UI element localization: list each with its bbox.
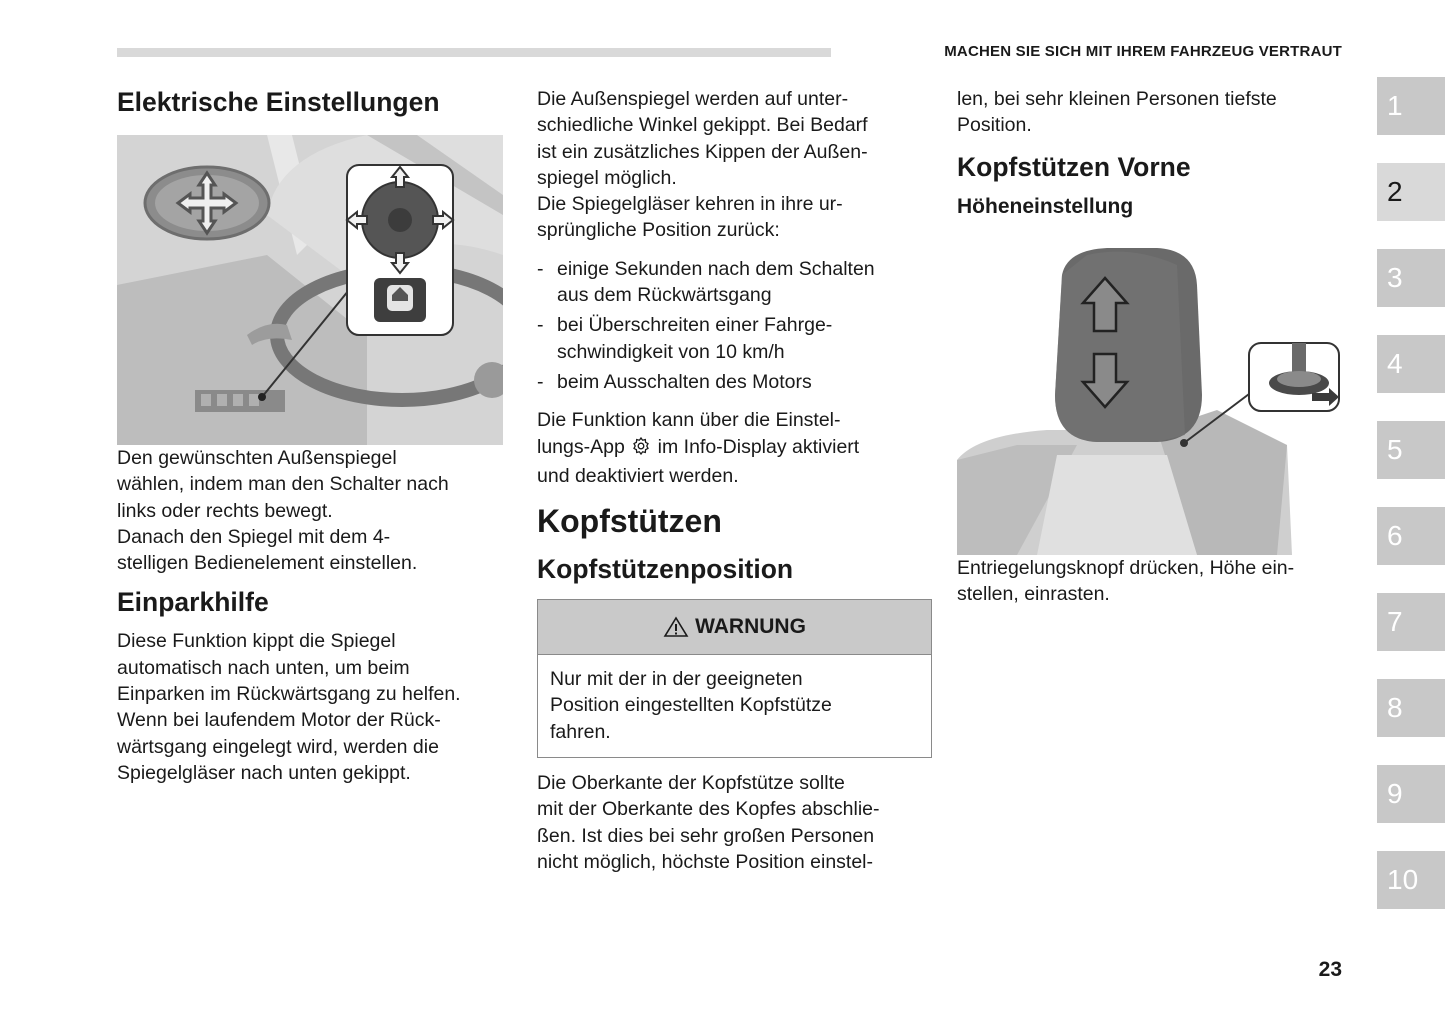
caption-line: links oder rechts bewegt.	[117, 499, 333, 522]
paragraph-line: lungs-App im Info-Display aktiviert	[537, 434, 932, 463]
paragraph-line: Die Spiegelgläser kehren in ihre ur-	[537, 193, 843, 216]
chapter-tab-4[interactable]: 4	[1377, 335, 1445, 393]
list-item: - bei Überschreiten einer Fahrge- schwindigkeit von 10 km/h	[537, 312, 932, 365]
paragraph-line: nicht möglich, höchste Position einstel-	[537, 850, 874, 873]
column-3	[957, 86, 1352, 221]
paragraph-line: sprüngliche Position zurück:	[537, 219, 780, 242]
paragraph-line: spiegel möglich.	[537, 166, 677, 189]
warning-line: fahren.	[550, 720, 611, 743]
warning-header	[538, 600, 931, 655]
list-item: - einige Sekunden nach dem Schalten aus dem Rückwärtsgang	[537, 256, 932, 309]
section-heading-kopfstuetzen-vorne: Kopfstützen Vorne	[957, 151, 1191, 182]
chapter-title: MACHEN SIE SICH MIT IHREM FAHRZEUG VERTRAUT	[944, 43, 1342, 60]
paragraph-line: Die Oberkante der Kopfstütze sollte	[537, 772, 845, 795]
chapter-tab-6[interactable]: 6	[1377, 507, 1445, 565]
column-2	[537, 86, 932, 875]
list-item: - beim Ausschalten des Motors	[537, 369, 932, 395]
paragraph-line: automatisch nach unten, um beim	[117, 656, 410, 679]
chapter-tab-2-active[interactable]: 2	[1377, 163, 1445, 221]
caption-line: stelligen Bedienelement einstellen.	[117, 552, 418, 575]
warning-line: Position eingestellten Kopfstütze	[550, 694, 832, 717]
paragraph-line: Wenn bei laufendem Motor der Rück-	[117, 709, 441, 732]
paragraph-line: ßen. Ist dies bei sehr großen Personen	[537, 824, 875, 847]
headrest-illustration	[957, 245, 1342, 555]
caption-line: Danach den Spiegel mit dem 4-	[117, 525, 391, 548]
warning-body	[538, 655, 931, 757]
warning-line: Nur mit der in der geeigneten	[550, 668, 803, 691]
chapter-tab-8[interactable]: 8	[1377, 679, 1445, 737]
paragraph-line: wärtsgang eingelegt wird, werden die	[117, 735, 439, 758]
paragraph-line: Position.	[957, 114, 1032, 137]
warning-box	[537, 599, 932, 758]
settings-gear-icon	[631, 436, 651, 463]
column-1-lower	[117, 445, 509, 786]
caption-line: wählen, indem man den Schalter nach	[117, 473, 449, 496]
paragraph-line: schiedliche Winkel gekippt. Bei Bedarf	[537, 114, 868, 137]
section-heading-kopfstuetzenposition: Kopfstützenposition	[537, 554, 794, 585]
section-heading-einparkhilfe: Einparkhilfe	[117, 587, 269, 618]
chapter-tab-10[interactable]: 10	[1377, 851, 1445, 909]
warning-triangle-icon	[663, 616, 689, 638]
column-1	[117, 86, 509, 118]
warning-title: WARNUNG	[695, 615, 806, 638]
paragraph-line: Die Außenspiegel werden auf unter-	[537, 88, 849, 110]
paragraph-line: Spiegelgläser nach unten gekippt.	[117, 761, 411, 784]
caption-line: stellen, einrasten.	[957, 583, 1110, 606]
chapter-tab-7[interactable]: 7	[1377, 593, 1445, 651]
chapter-tab-1[interactable]: 1	[1377, 77, 1445, 135]
mirror-control-illustration	[117, 135, 503, 445]
caption-line: Den gewünschten Außenspiegel	[117, 447, 397, 469]
paragraph-line: und deaktiviert werden.	[537, 464, 739, 487]
paragraph-line: Die Funktion kann über die Einstel-	[537, 409, 841, 432]
reset-conditions-list	[537, 256, 932, 395]
section-heading-elektrische-einstellungen: Elektrische Einstellungen	[117, 87, 440, 117]
header-rule	[117, 48, 831, 57]
page-number: 23	[1318, 958, 1342, 981]
subheading-hoeheneinstellung: Höheneinstellung	[957, 194, 1134, 218]
paragraph-line: ist ein zusätzliches Kippen der Außen-	[537, 140, 868, 163]
chapter-tab-9[interactable]: 9	[1377, 765, 1445, 823]
paragraph-line: Einparken im Rückwärtsgang zu helfen.	[117, 683, 461, 706]
chapter-tab-5[interactable]: 5	[1377, 421, 1445, 479]
chapter-tab-3[interactable]: 3	[1377, 249, 1445, 307]
paragraph-line: len, bei sehr kleinen Personen tiefste	[957, 88, 1277, 110]
paragraph-line: Diese Funktion kippt die Spiegel	[117, 630, 396, 653]
column-3-lower	[957, 555, 1352, 608]
section-heading-kopfstuetzen: Kopfstützen	[537, 503, 722, 540]
caption-line: Entriegelungsknopf drücken, Höhe ein-	[957, 557, 1295, 579]
paragraph-line: mit der Oberkante des Kopfes abschlie-	[537, 798, 880, 821]
